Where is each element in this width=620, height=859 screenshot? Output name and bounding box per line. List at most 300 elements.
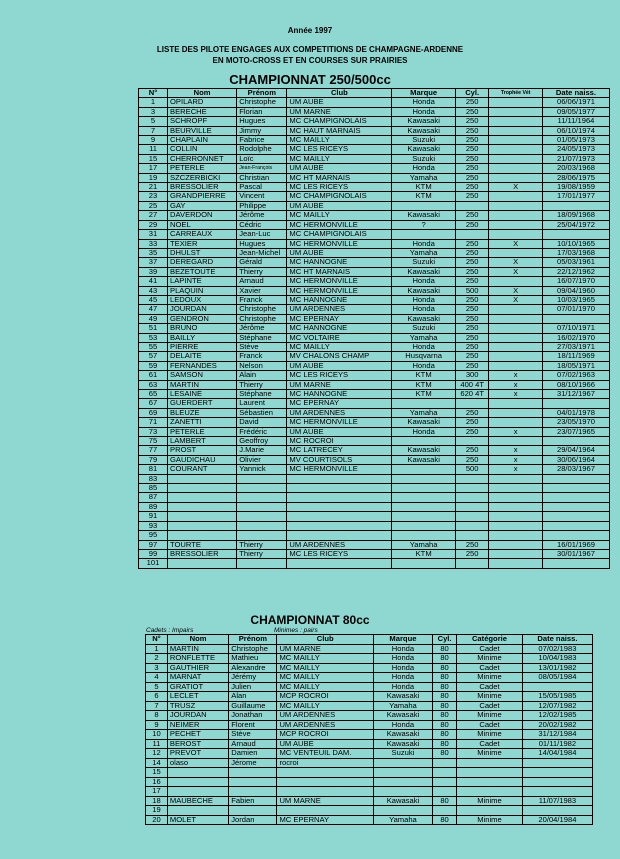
table-row [139, 136, 610, 145]
table-cell: Thierry [237, 540, 287, 549]
table-cell: 250 [455, 248, 488, 257]
table-cell: UM MARNE [287, 380, 392, 389]
table-cell [433, 806, 457, 816]
table-row [146, 673, 593, 683]
table-cell: 10 [146, 730, 168, 740]
table-cell [373, 777, 432, 787]
table-cell: JOURDAN [167, 711, 228, 721]
table-cell: 80 [433, 796, 457, 806]
table-row [139, 371, 610, 380]
table-row [139, 427, 610, 436]
table-cell: UM AUBE [287, 201, 392, 210]
table-cell: 250 [455, 361, 488, 370]
list-title-line-1: LISTE DES PILOTE ENGAGES AUX COMPETITIONS DE CHAMPAGNE-ARDENNE [156, 45, 464, 54]
table-cell: 33 [139, 239, 168, 248]
table-cell: 53 [139, 333, 168, 342]
table-cell: UM MARNE [287, 107, 392, 116]
table-cell: 250 [455, 117, 488, 126]
table-cell: 80 [433, 654, 457, 664]
table-cell: MC HANNOGNE [287, 324, 392, 333]
table-row [139, 173, 610, 182]
table-row [139, 107, 610, 116]
table-cell: 80 [433, 673, 457, 683]
table-cell: 25 [139, 201, 168, 210]
table-cell: Cédric [237, 220, 287, 229]
table-cell: Yamaha [392, 540, 456, 549]
table-cell: Alan [229, 692, 277, 702]
table-cell: x [489, 465, 543, 474]
table-cell: Honda [373, 720, 432, 730]
table-row [146, 749, 593, 759]
table-cell: 31/12/1984 [522, 730, 592, 740]
table-cell [287, 521, 392, 530]
table-cell [433, 758, 457, 768]
table-cell [542, 559, 609, 568]
table-row [139, 230, 610, 239]
column-header: N° [146, 635, 168, 645]
table-cell [392, 437, 456, 446]
table-cell: MV COURTISOLS [287, 455, 392, 464]
year-heading: Année 1997 [287, 26, 333, 35]
table-cell: 28/03/1967 [542, 465, 609, 474]
table-cell: olaso [167, 758, 228, 768]
championship-80-table [145, 634, 593, 825]
table-cell: Kawasaki [392, 455, 456, 464]
table-cell: 80 [433, 815, 457, 825]
table-cell [455, 437, 488, 446]
column-header: Cyl. [433, 635, 457, 645]
table-cell: Kawasaki [373, 711, 432, 721]
table-cell: CHERRONNET [168, 154, 237, 163]
table-cell: 250 [455, 192, 488, 201]
table-cell: 6 [146, 692, 168, 702]
table-cell: Husqvarna [392, 352, 456, 361]
table-cell: Minime [457, 711, 523, 721]
table-cell [455, 474, 488, 483]
table-cell: BLEUZE [168, 408, 237, 417]
table-cell [542, 314, 609, 323]
table-cell: MV CHALONS CHAMP [287, 352, 392, 361]
table-cell: Honda [392, 239, 456, 248]
table-cell: 12/07/1982 [522, 701, 592, 711]
table-row [139, 117, 610, 126]
table-cell: 85 [139, 484, 168, 493]
table-cell: Xavier [237, 286, 287, 295]
table-cell: 61 [139, 371, 168, 380]
table-cell [489, 437, 543, 446]
table-cell: J.Marie [237, 446, 287, 455]
table-cell: MC ROCROI [287, 437, 392, 446]
table-cell: 250 [455, 408, 488, 417]
table-cell: 95 [139, 531, 168, 540]
table-row [146, 806, 593, 816]
table-cell: 81 [139, 465, 168, 474]
table-cell [457, 768, 523, 778]
table-cell: 1 [146, 644, 168, 654]
table-cell: 06/10/1974 [542, 126, 609, 135]
table-cell: 04/01/1978 [542, 408, 609, 417]
table-cell: 12 [146, 749, 168, 759]
table-cell: Arnaud [237, 277, 287, 286]
table-cell [455, 531, 488, 540]
table-cell [277, 806, 373, 816]
table-cell: Minime [457, 749, 523, 759]
table-cell: 09/04/1960 [542, 286, 609, 295]
table-cell: Honda [392, 164, 456, 173]
table-cell: BEROST [167, 739, 228, 749]
table-cell: Jean-Michel [237, 248, 287, 257]
table-cell: Kawasaki [392, 286, 456, 295]
table-cell: 17 [146, 787, 168, 797]
table-cell: 23/07/1965 [542, 427, 609, 436]
table-cell: Honda [392, 305, 456, 314]
table-cell [489, 474, 543, 483]
table-row [139, 531, 610, 540]
table-cell: 51 [139, 324, 168, 333]
table-cell: 91 [139, 512, 168, 521]
table-cell: DEREGARD [168, 258, 237, 267]
table-cell: Honda [392, 277, 456, 286]
column-header: Date naiss. [522, 635, 592, 645]
table-cell: 18/09/1968 [542, 211, 609, 220]
table-cell: MC CHAMPIGNOLAIS [287, 230, 392, 239]
table-row [146, 654, 593, 664]
table-cell: 20/03/1968 [542, 164, 609, 173]
table-cell [237, 521, 287, 530]
table-cell [229, 806, 277, 816]
table-cell: GUERDERT [168, 399, 237, 408]
table-cell: 500 [455, 465, 488, 474]
table-cell: 250 [455, 314, 488, 323]
table-cell: 73 [139, 427, 168, 436]
table-cell: KTM [392, 192, 456, 201]
table-cell: Thierry [237, 380, 287, 389]
table-cell: 18/05/1971 [542, 361, 609, 370]
table-cell [433, 787, 457, 797]
table-cell [455, 399, 488, 408]
table-cell: MC HANNOGNE [287, 258, 392, 267]
table-cell: Kawasaki [392, 418, 456, 427]
table-cell: KTM [392, 380, 456, 389]
table-row [146, 815, 593, 825]
table-cell: 18 [146, 796, 168, 806]
table-cell: 7 [139, 126, 168, 135]
table-cell [237, 493, 287, 502]
table-cell: MC MAILLY [277, 682, 373, 692]
table-cell: Franck [237, 295, 287, 304]
table-cell: 16 [146, 777, 168, 787]
table-cell [373, 787, 432, 797]
table-row [139, 455, 610, 464]
table-cell: Mathieu [229, 654, 277, 664]
table-cell [167, 806, 228, 816]
column-header: Catégorie [457, 635, 523, 645]
table-cell: 97 [139, 540, 168, 549]
table-row [146, 787, 593, 797]
table-cell: MC HERMONVILLE [287, 465, 392, 474]
table-cell: 99 [139, 549, 168, 558]
table-cell: 57 [139, 352, 168, 361]
table-cell [457, 806, 523, 816]
table-cell: Yamaha [392, 408, 456, 417]
column-header: Club [287, 89, 392, 98]
table-row [139, 361, 610, 370]
table-cell: 20/04/1984 [522, 815, 592, 825]
table-row [146, 768, 593, 778]
table-row [139, 399, 610, 408]
table-cell: 500 [455, 286, 488, 295]
table-cell: 250 [455, 183, 488, 192]
table-cell [489, 154, 543, 163]
table-row [139, 183, 610, 192]
table-cell [522, 787, 592, 797]
table-cell: Yamaha [392, 248, 456, 257]
cadets-label: Cadets : Impairs [146, 627, 194, 634]
table-cell: 250 [455, 295, 488, 304]
table-cell [457, 787, 523, 797]
table-cell [457, 758, 523, 768]
table-cell: 17 [139, 164, 168, 173]
table-cell [489, 559, 543, 568]
table-cell: Kawasaki [373, 692, 432, 702]
table-cell [542, 437, 609, 446]
table-cell: Rodolphe [237, 145, 287, 154]
table-cell: BRESSOLIER [168, 183, 237, 192]
table-cell: 23/05/1970 [542, 418, 609, 427]
table-cell [489, 277, 543, 286]
table-cell: 30/01/1967 [542, 549, 609, 558]
table-cell: 3 [146, 663, 168, 673]
table-cell: x [489, 455, 543, 464]
table-cell: 80 [433, 720, 457, 730]
table-cell: MAUBECHE [167, 796, 228, 806]
table-cell: 11 [139, 145, 168, 154]
table-cell [489, 399, 543, 408]
table-cell [392, 484, 456, 493]
table-cell: 250 [455, 549, 488, 558]
table-cell [168, 512, 237, 521]
table-cell: MC HERMONVILLE [287, 277, 392, 286]
table-cell: Suzuki [392, 154, 456, 163]
table-row [139, 521, 610, 530]
table-cell: SCHROPF [168, 117, 237, 126]
table-row [139, 446, 610, 455]
table-cell: Stéphane [237, 333, 287, 342]
table-cell: UM MARNE [277, 796, 373, 806]
table-cell [392, 399, 456, 408]
table-cell: Honda [392, 361, 456, 370]
table-cell: MC MAILLY [277, 701, 373, 711]
table-cell: Laurent [237, 399, 287, 408]
table-cell: DHULST [168, 248, 237, 257]
table-cell: x [489, 371, 543, 380]
table-row [139, 352, 610, 361]
table-cell [489, 512, 543, 521]
table-cell: 75 [139, 437, 168, 446]
table-cell: Jordan [229, 815, 277, 825]
table-cell: DELAITE [168, 352, 237, 361]
table-cell: Jimmy [237, 126, 287, 135]
table-cell: 80 [433, 692, 457, 702]
table-cell [489, 220, 543, 229]
table-cell: Cadet [457, 701, 523, 711]
table-cell: SZCZERBICKI [168, 173, 237, 182]
table-cell: 06/06/1971 [542, 98, 609, 107]
table-cell [489, 531, 543, 540]
table-cell: 12/02/1985 [522, 711, 592, 721]
table-cell [237, 502, 287, 511]
table-cell: MC MAILLY [287, 342, 392, 351]
table-cell: Minime [457, 796, 523, 806]
table-cell: 250 [455, 324, 488, 333]
table-cell: 5 [139, 117, 168, 126]
table-cell: 17/03/1968 [542, 248, 609, 257]
table-cell: Yamaha [373, 701, 432, 711]
table-cell [489, 333, 543, 342]
table-cell: Honda [392, 427, 456, 436]
table-cell: MC HERMONVILLE [287, 239, 392, 248]
championship-250-title: CHAMPIONNAT 250/500cc [229, 72, 391, 87]
table-cell [489, 549, 543, 558]
table-cell: MC MAILLY [277, 654, 373, 664]
table-cell: Kawasaki [392, 446, 456, 455]
table-cell: Kawasaki [392, 267, 456, 276]
table-cell [373, 768, 432, 778]
table-row [139, 267, 610, 276]
table-cell: CHAPLAIN [168, 136, 237, 145]
table-row [139, 333, 610, 342]
table-cell: MCP ROCROI [277, 692, 373, 702]
table-cell: 07/02/1983 [522, 644, 592, 654]
table-cell: 69 [139, 408, 168, 417]
table-cell [522, 806, 592, 816]
table-cell [392, 559, 456, 568]
table-cell: MC HT MARNAIS [287, 173, 392, 182]
table-cell: KTM [392, 183, 456, 192]
table-cell: 59 [139, 361, 168, 370]
table-cell: 250 [455, 352, 488, 361]
table-cell: Honda [392, 98, 456, 107]
table-cell [455, 493, 488, 502]
table-cell [237, 559, 287, 568]
table-cell [489, 352, 543, 361]
table-cell: Minime [457, 692, 523, 702]
table-row [146, 692, 593, 702]
table-cell: Cadet [457, 663, 523, 673]
table-cell [489, 502, 543, 511]
table-cell: 31/12/1967 [542, 390, 609, 399]
table-cell [277, 768, 373, 778]
table-row [146, 796, 593, 806]
table-cell: 17/01/1977 [542, 192, 609, 201]
table-cell: Jérôme [237, 211, 287, 220]
table-cell: MC LES RICEYS [287, 145, 392, 154]
table-cell: 29 [139, 220, 168, 229]
table-cell: COLLIN [168, 145, 237, 154]
table-row [146, 777, 593, 787]
table-cell [277, 787, 373, 797]
table-cell: Suzuki [392, 258, 456, 267]
table-cell: 250 [455, 540, 488, 549]
table-cell: Cadet [457, 644, 523, 654]
table-cell: OPILARD [168, 98, 237, 107]
table-cell [489, 145, 543, 154]
table-cell [542, 512, 609, 521]
table-cell: UM AUBE [287, 98, 392, 107]
table-cell: 101 [139, 559, 168, 568]
table-cell: 01/11/1982 [522, 739, 592, 749]
table-cell: Honda [373, 682, 432, 692]
table-cell: Kawasaki [392, 314, 456, 323]
table-cell: Vincent [237, 192, 287, 201]
column-header: Prénom [237, 89, 287, 98]
table-cell: Kawasaki [373, 796, 432, 806]
table-cell [168, 493, 237, 502]
table-cell [455, 484, 488, 493]
table-row [139, 512, 610, 521]
table-cell: MC LES RICEYS [287, 549, 392, 558]
table-row [139, 164, 610, 173]
table-cell [489, 521, 543, 530]
table-cell: x [489, 427, 543, 436]
table-cell [237, 512, 287, 521]
table-cell: Suzuki [392, 324, 456, 333]
table-row [139, 390, 610, 399]
table-cell: 93 [139, 521, 168, 530]
table-row [139, 540, 610, 549]
table-cell: Frédéric [237, 427, 287, 436]
table-cell: Minime [457, 730, 523, 740]
table-row [139, 474, 610, 483]
table-cell [392, 521, 456, 530]
table-cell: MCP ROCROI [277, 730, 373, 740]
table-cell: x [489, 446, 543, 455]
table-row [139, 342, 610, 351]
table-cell: Philippe [237, 201, 287, 210]
table-cell [277, 777, 373, 787]
table-cell: 80 [433, 730, 457, 740]
table-cell: KTM [392, 371, 456, 380]
table-cell: 27 [139, 211, 168, 220]
table-cell: 79 [139, 455, 168, 464]
table-cell [229, 787, 277, 797]
table-cell: Stéphane [237, 390, 287, 399]
table-cell: MC MAILLY [287, 154, 392, 163]
table-cell: Kawasaki [392, 211, 456, 220]
championship-80-title: CHAMPIONNAT 80cc [250, 613, 370, 627]
table-cell: MC CHAMPIGNOLAIS [287, 192, 392, 201]
table-cell [168, 559, 237, 568]
table-cell: TOURTE [168, 540, 237, 549]
table-cell: PETERLE [168, 164, 237, 173]
table-cell: 43 [139, 286, 168, 295]
table-cell: 10/03/1965 [542, 295, 609, 304]
table-cell: 08/05/1984 [522, 673, 592, 683]
table-cell: 35 [139, 248, 168, 257]
table-cell: 41 [139, 277, 168, 286]
table-cell: 20/02/1982 [522, 720, 592, 730]
table-row [146, 682, 593, 692]
table-cell: Minime [457, 654, 523, 664]
table-cell: PIERRE [168, 342, 237, 351]
table-cell: 11/07/1983 [522, 796, 592, 806]
table-row [146, 730, 593, 740]
column-header: Nom [167, 635, 228, 645]
table-cell: Kawasaki [392, 126, 456, 135]
table-cell: UM AUBE [287, 248, 392, 257]
table-cell: UM AUBE [277, 739, 373, 749]
table-cell: 37 [139, 258, 168, 267]
